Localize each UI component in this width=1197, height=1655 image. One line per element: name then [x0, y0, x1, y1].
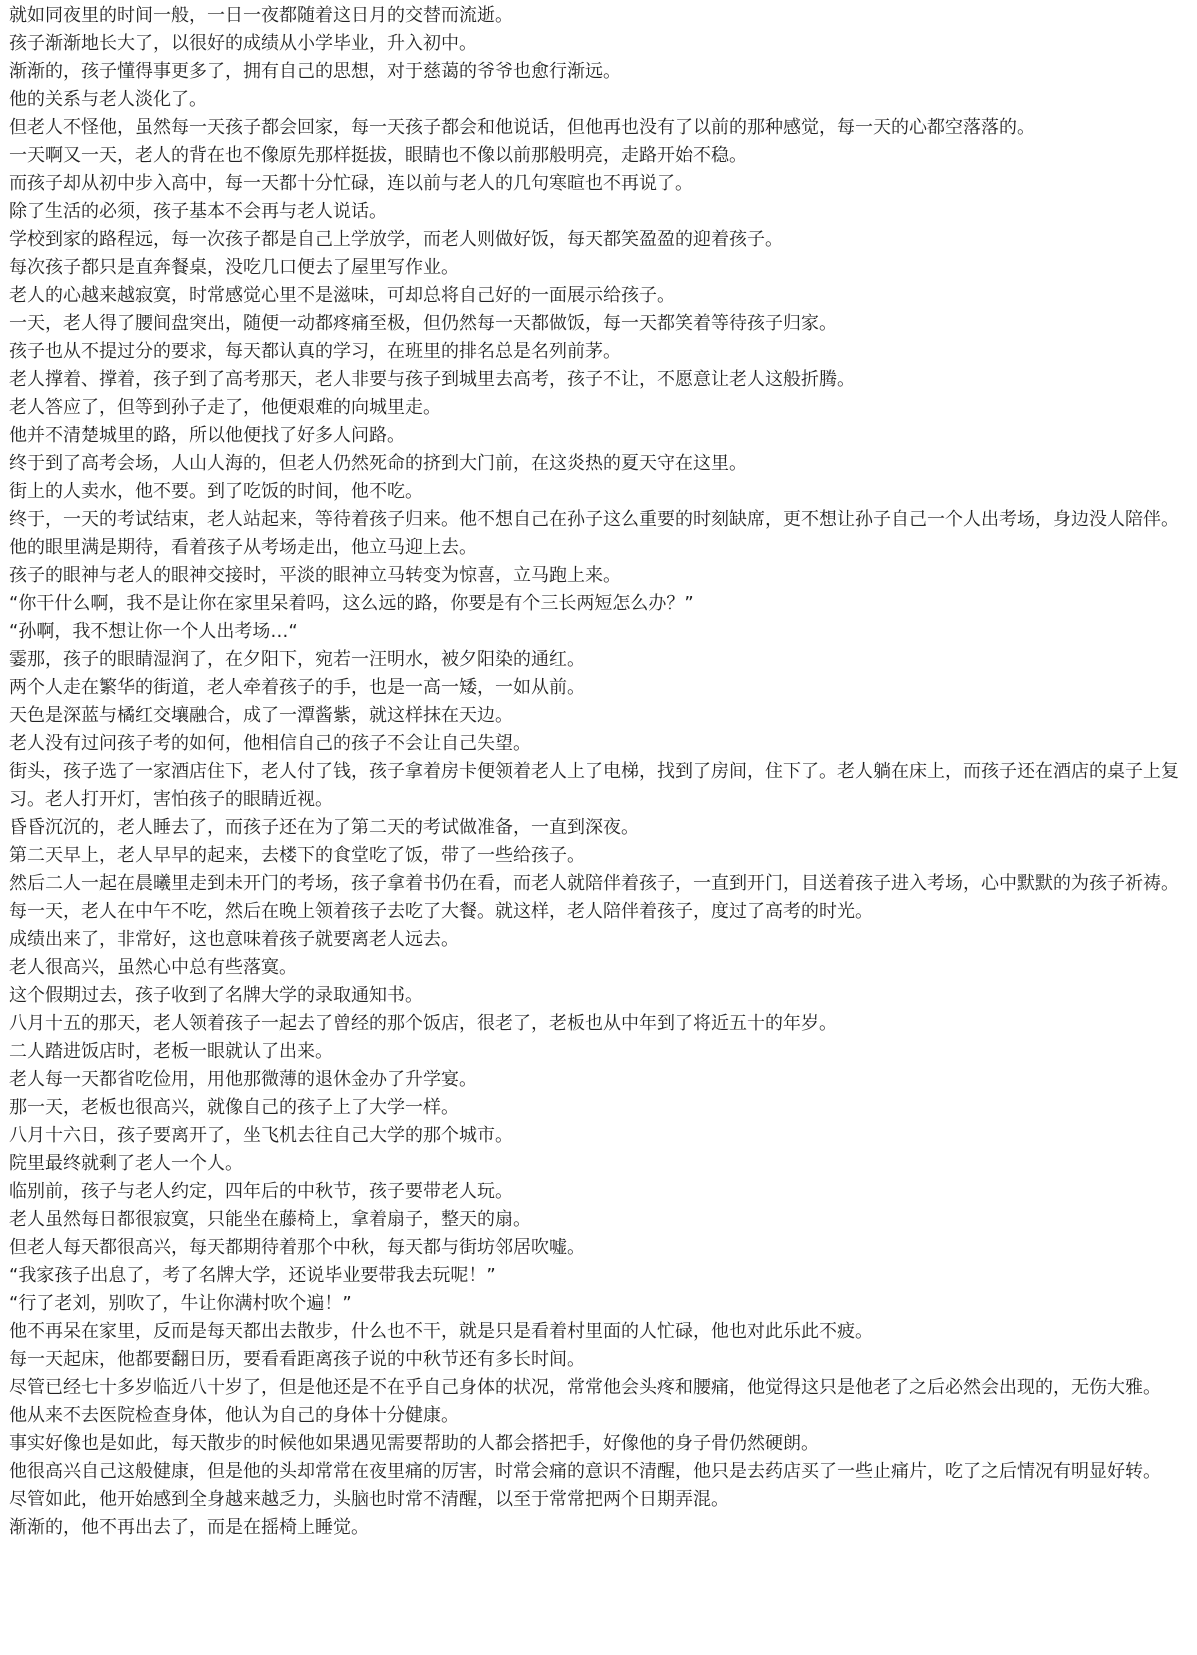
paragraph: 而孩子却从初中步入高中，每一天都十分忙碌，连以前与老人的几句寒暄也不再说了。	[9, 173, 693, 194]
paragraph: 老人答应了，但等到孙子走了，他便艰难的向城里走。	[9, 397, 441, 418]
paragraph: 霎那，孩子的眼睛湿润了，在夕阳下，宛若一汪明水，被夕阳染的通红。	[9, 649, 585, 670]
paragraph: 二人踏进饭店时，老板一眼就认了出来。	[9, 1041, 333, 1062]
paragraph: 老人每一天都省吃俭用，用他那微薄的退休金办了升学宴。	[9, 1069, 477, 1090]
paragraph: 每次孩子都只是直奔餐桌，没吃几口便去了屋里写作业。	[9, 257, 459, 278]
paragraph: 他很高兴自己这般健康，但是他的头却常常在夜里痛的厉害，时常会痛的意识不清醒，他只是去药店买了一些止痛片，吃了之后情况有明显好转。	[9, 1461, 1161, 1482]
paragraph: 他的眼里满是期待，看着孩子从考场走出，他立马迎上去。	[9, 537, 477, 558]
paragraph: 尽管如此，他开始感到全身越来越乏力，头脑也时常不清醒，以至于常常把两个日期弄混。	[9, 1489, 729, 1510]
paragraph: 一天，老人得了腰间盘突出，随便一动都疼痛至极，但仍然每一天都做饭，每一天都笑着等待孩子归家。	[9, 313, 837, 334]
paragraph: 成绩出来了，非常好，这也意味着孩子就要离老人远去。	[9, 929, 459, 950]
paragraph: 学校到家的路程远，每一次孩子都是自己上学放学，而老人则做好饭，每天都笑盈盈的迎着孩子。	[9, 229, 783, 250]
document-body	[9, 2, 1189, 1542]
paragraph: 孩子渐渐地长大了，以很好的成绩从小学毕业，升入初中。	[9, 33, 477, 54]
paragraph: 他不再呆在家里，反而是每天都出去散步，什么也不干，就是只是看着村里面的人忙碌，他也对此乐此不疲。	[9, 1321, 873, 1342]
paragraph: 他并不清楚城里的路，所以他便找了好多人问路。	[9, 425, 405, 446]
paragraph: 院里最终就剩了老人一个人。	[9, 1153, 243, 1174]
paragraph: “我家孩子出息了，考了名牌大学，还说毕业要带我去玩呢！”	[9, 1265, 496, 1286]
paragraph: 每一天起床，他都要翻日历，要看看距离孩子说的中秋节还有多长时间。	[9, 1349, 585, 1370]
paragraph: 两个人走在繁华的街道，老人牵着孩子的手，也是一高一矮，一如从前。	[9, 677, 585, 698]
paragraph: 终于，一天的考试结束，老人站起来，等待着孩子归来。他不想自己在孙子这么重要的时刻缺席，更不想让孙子自己一个人出考场，身边没人陪伴。	[9, 509, 1179, 530]
paragraph: 这个假期过去，孩子收到了名牌大学的录取通知书。	[9, 985, 423, 1006]
paragraph: 渐渐的，孩子懂得事更多了，拥有自己的思想，对于慈蔼的爷爷也愈行渐远。	[9, 61, 621, 82]
paragraph: 孩子的眼神与老人的眼神交接时，平淡的眼神立马转变为惊喜，立马跑上来。	[9, 565, 621, 586]
paragraph: 街头，孩子选了一家酒店住下，老人付了钱，孩子拿着房卡便领着老人上了电梯，找到了房间，住下了。老人躺在床上，而孩子还在酒店的桌子上复习。老人打开灯，害怕孩子的眼睛近视。	[9, 761, 1179, 810]
paragraph: 老人没有过问孩子考的如何，他相信自己的孩子不会让自己失望。	[9, 733, 531, 754]
paragraph: 终于到了高考会场，人山人海的，但老人仍然死命的挤到大门前，在这炎热的夏天守在这里。	[9, 453, 747, 474]
paragraph: 但老人每天都很高兴，每天都期待着那个中秋，每天都与街坊邻居吹嘘。	[9, 1237, 585, 1258]
paragraph: 就如同夜里的时间一般，一日一夜都随着这日月的交替而流逝。	[9, 5, 513, 26]
paragraph: 那一天，老板也很高兴，就像自己的孩子上了大学一样。	[9, 1097, 459, 1118]
paragraph: 天色是深蓝与橘红交壤融合，成了一潭酱紫，就这样抹在天边。	[9, 705, 513, 726]
paragraph: 除了生活的必须，孩子基本不会再与老人说话。	[9, 201, 387, 222]
paragraph: 然后二人一起在晨曦里走到未开门的考场，孩子拿着书仍在看，而老人就陪伴着孩子，一直到开门，目送着孩子进入考场，心中默默的为孩子祈祷。	[9, 873, 1179, 894]
paragraph: 临别前，孩子与老人约定，四年后的中秋节，孩子要带老人玩。	[9, 1181, 513, 1202]
paragraph: 昏昏沉沉的，老人睡去了，而孩子还在为了第二天的考试做准备，一直到深夜。	[9, 817, 639, 838]
paragraph: 渐渐的，他不再出去了，而是在摇椅上睡觉。	[9, 1517, 369, 1538]
paragraph: 他的关系与老人淡化了。	[9, 89, 207, 110]
paragraph: 老人很高兴，虽然心中总有些落寞。	[9, 957, 297, 978]
paragraph: 八月十五的那天，老人领着孩子一起去了曾经的那个饭店，很老了，老板也从中年到了将近五十的年岁。	[9, 1013, 837, 1034]
paragraph: 每一天，老人在中午不吃，然后在晚上领着孩子去吃了大餐。就这样，老人陪伴着孩子，度过了高考的时光。	[9, 901, 873, 922]
paragraph: “行了老刘，别吹了，牛让你满村吹个遍！”	[9, 1293, 352, 1314]
paragraph: 街上的人卖水，他不要。到了吃饭的时间，他不吃。	[9, 481, 423, 502]
paragraph: “孙啊，我不想让你一个人出考场…“	[9, 621, 298, 642]
paragraph: 一天啊又一天，老人的背在也不像原先那样挺拔，眼睛也不像以前那般明亮，走路开始不稳。	[9, 145, 747, 166]
paragraph: 但老人不怪他，虽然每一天孩子都会回家，每一天孩子都会和他说话，但他再也没有了以前的那种感觉，每一天的心都空落落的。	[9, 117, 1035, 138]
paragraph: 尽管已经七十多岁临近八十岁了，但是他还是不在乎自己身体的状况，常常他会头疼和腰痛，他觉得这只是他老了之后必然会出现的，无伤大雅。	[9, 1377, 1161, 1398]
paragraph: 老人的心越来越寂寞，时常感觉心里不是滋味，可却总将自己好的一面展示给孩子。	[9, 285, 675, 306]
paragraph: 八月十六日，孩子要离开了，坐飞机去往自己大学的那个城市。	[9, 1125, 513, 1146]
paragraph: 事实好像也是如此，每天散步的时候他如果遇见需要帮助的人都会搭把手，好像他的身子骨仍然硬朗。	[9, 1433, 819, 1454]
paragraph: 老人虽然每日都很寂寞，只能坐在藤椅上，拿着扇子，整天的扇。	[9, 1209, 531, 1230]
paragraph: “你干什么啊，我不是让你在家里呆着吗，这么远的路，你要是有个三长两短怎么办？”	[9, 593, 694, 614]
paragraph: 孩子也从不提过分的要求，每天都认真的学习，在班里的排名总是名列前茅。	[9, 341, 621, 362]
paragraph: 第二天早上，老人早早的起来，去楼下的食堂吃了饭，带了一些给孩子。	[9, 845, 585, 866]
paragraph: 他从来不去医院检查身体，他认为自己的身体十分健康。	[9, 1405, 459, 1426]
paragraph: 老人撑着、撑着，孩子到了高考那天，老人非要与孩子到城里去高考，孩子不让，不愿意让老人这般折腾。	[9, 369, 855, 390]
